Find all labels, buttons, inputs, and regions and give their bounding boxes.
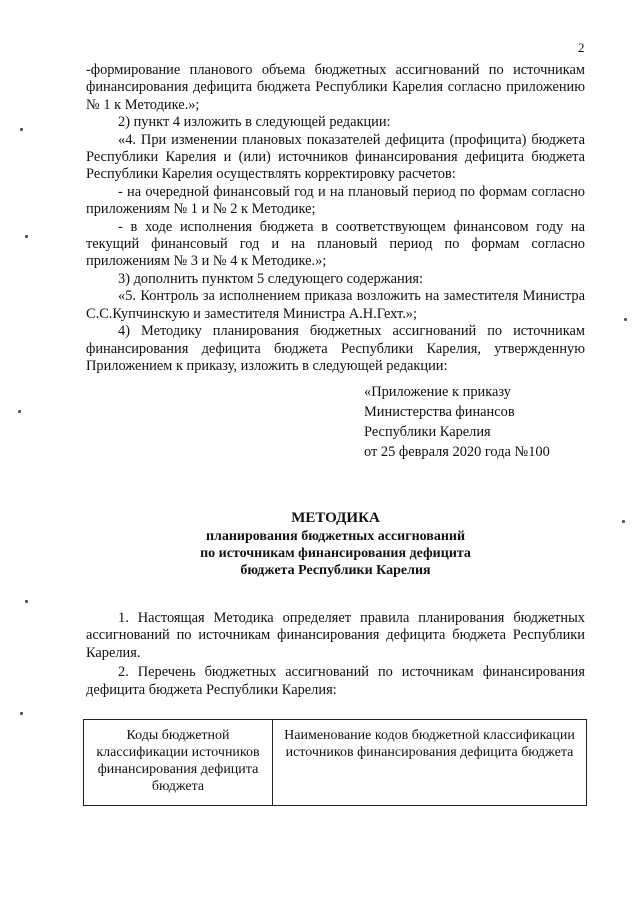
scan-speck — [18, 410, 21, 413]
document-subtitle: по источникам финансирования дефицита — [200, 546, 471, 561]
page-number: 2 — [578, 40, 585, 55]
amendment-text — [86, 62, 585, 375]
paragraph: 4) Методику планирования бюджетных ассигнований по источникам финансирования дефицита бюджета Республики Карелия, утвержденную Приложением к приказу, изложить в следующей редакции: — [86, 323, 585, 374]
scan-speck — [622, 520, 625, 523]
scan-speck — [25, 600, 28, 603]
table-header-row — [84, 720, 587, 806]
appendix-line: Министерства финансов — [364, 404, 515, 420]
paragraph: - на очередной финансовый год и на плановый период по формам согласно приложениям № 1 и № 2 к Методике; — [86, 183, 585, 218]
appendix-reference — [364, 382, 550, 462]
document-subtitle: бюджета Республики Карелия — [240, 563, 431, 578]
paragraph: 3) дополнить пунктом 5 следующего содержания: — [118, 270, 424, 287]
codes-table — [83, 719, 587, 806]
table-header-names: Наименование кодов бюджетной классификации источников финансирования дефицита бюджета — [273, 720, 587, 806]
methodology-body — [86, 610, 585, 701]
table-header-codes: Коды бюджетной классификации источников финансирования дефицита бюджета — [84, 720, 273, 806]
appendix-line: от 25 февраля 2020 года №100 — [364, 444, 550, 460]
appendix-line: Республики Карелия — [364, 424, 491, 440]
paragraph: «4. При изменении плановых показателей дефицита (профицита) бюджета Республики Карелия и (или) источников финансирования дефицита бюджета Республики Карелия осуществлять корректировку расчетов: — [86, 131, 585, 183]
paragraph: - в ходе исполнения бюджета в соответствующем финансовом году на текущий финансовый год и на плановый период по формам согласно приложениям № 3 и № 4 к Методике.»; — [86, 218, 585, 270]
paragraph: 1. Настоящая Методика определяет правила планирования бюджетных ассигнований по источникам финансирования дефицита бюджета Республики Карелия. — [86, 610, 585, 661]
paragraph: «5. Контроль за исполнением приказа возложить на заместителя Министра С.С.Купчинскую и заместителя Министра А.Н.Гехт.»; — [86, 288, 585, 322]
document-subtitle: планирования бюджетных ассигнований — [205, 529, 466, 544]
paragraph: -формирование планового объема бюджетных ассигнований по источникам финансирования дефицита бюджета Республики Карелия согласно приложению № 1 к Методике.»; — [86, 62, 585, 113]
document-title: МЕТОДИКА — [291, 510, 380, 526]
scan-speck — [624, 318, 627, 321]
paragraph: 2. Перечень бюджетных ассигнований по источникам финансирования дефицита бюджета Республики Карелия: — [86, 664, 585, 698]
appendix-line: «Приложение к приказу — [364, 384, 511, 400]
scan-speck — [20, 128, 23, 131]
methodology-heading — [86, 508, 585, 579]
scan-speck — [25, 235, 28, 238]
paragraph: 2) пункт 4 изложить в следующей редакции: — [118, 114, 391, 131]
scan-speck — [20, 712, 23, 715]
